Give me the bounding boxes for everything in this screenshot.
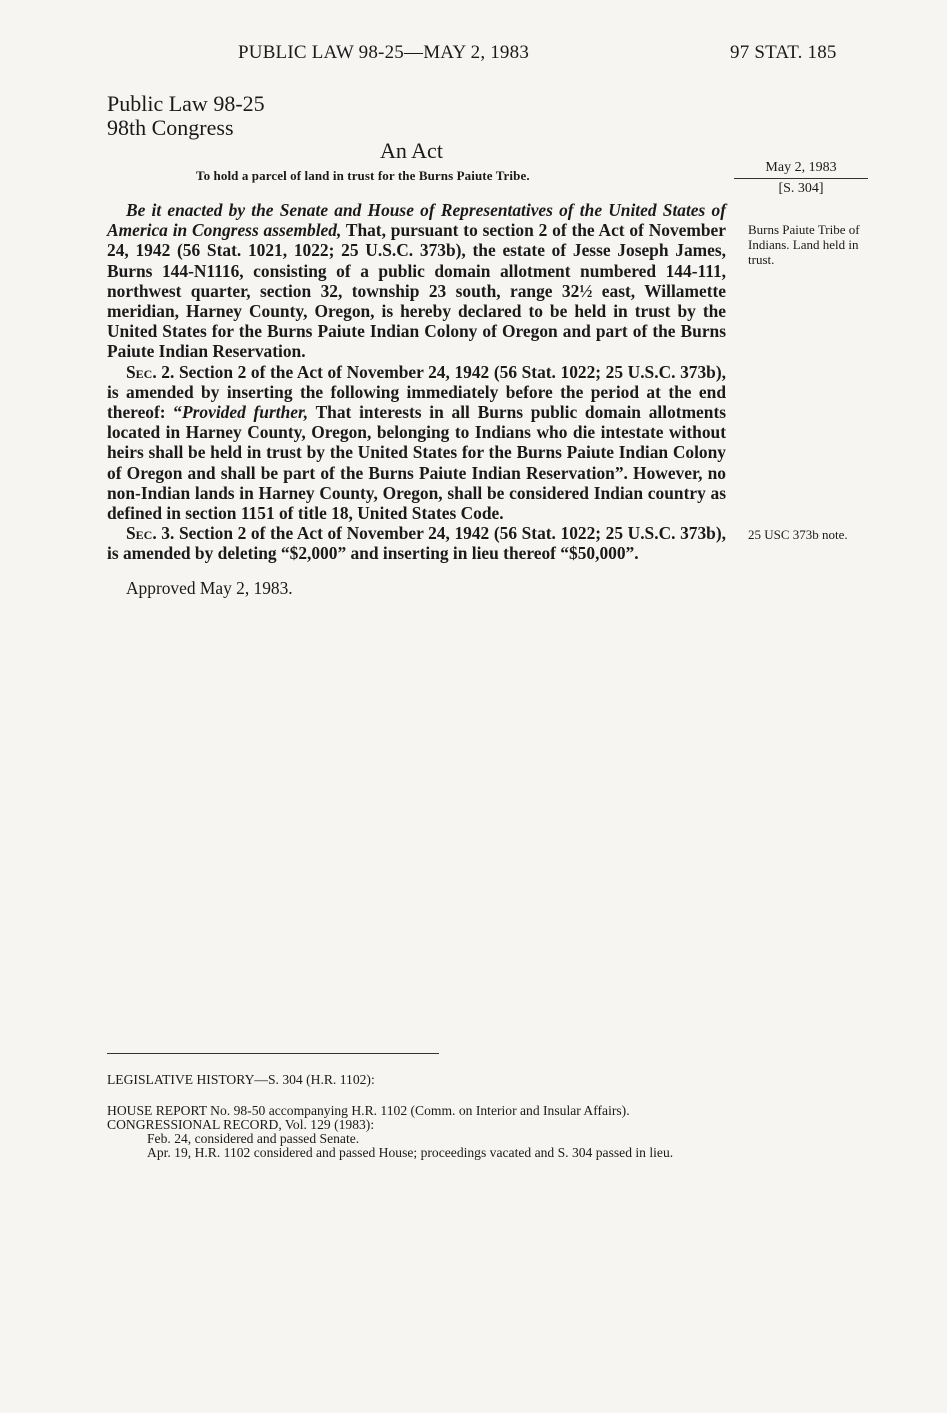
approval-line: Approved May 2, 1983. (126, 577, 293, 598)
history-entry: Apr. 19, H.R. 1102 considered and passed House; proceedings vacated and S. 304 passed in lieu. (147, 1145, 674, 1160)
margin-note-land: Burns Paiute Tribe of Indians. Land held in trust. (748, 222, 860, 267)
act-title: An Act (380, 138, 443, 163)
enacting-clause: Be it enacted by the Senate and House of Representatives of the United States of America in Congress assembled, (107, 200, 726, 241)
section-2-label: Sec. 2. (126, 361, 175, 382)
legislative-history (107, 1073, 737, 1160)
section-3-label: Sec. 3. (126, 523, 175, 544)
section-2-text-a: Section 2 of the Act of November 24, 1942 (56 Stat. 1022; 25 U.S.C. 373b), is amended by inserting the following immediately before the period at the end thereof: “ (107, 361, 726, 423)
bill-number: [S. 304] (778, 181, 824, 196)
act-purpose: To hold a parcel of land in trust for the Burns Paiute Tribe. (196, 168, 530, 183)
section-1-text: That, pursuant to section 2 of the Act of November 24, 1942 (56 Stat. 1021, 1022; 25 U.S.C. 373b), the estate of Jesse Joseph James, Burns 144-N1116, consisting of a public domain allotment numbered 144-111, northwest quarter, section 32, township 23 south, range 32½ east, Willamette meridian, Harney County, Oregon, is hereby declared to be held in trust by the United States for the Burns Paiute Indian Colony of Oregon and part of the Burns Paiute Indian Reservation. (107, 220, 726, 362)
house-report: HOUSE REPORT No. 98-50 accompanying H.R. 1102 (Comm. on Interior and Insular Affairs). (107, 1103, 630, 1118)
margin-date-block (734, 158, 868, 198)
margin-note-usc: 25 USC 373b note. (748, 527, 848, 542)
footnote-rule (107, 1053, 439, 1054)
section-3-text: Section 2 of the Act of November 24, 1942 (56 Stat. 1022; 25 U.S.C. 373b), is amended by deleting “$2,000” and inserting in lieu thereof “$50,000”. (107, 523, 726, 564)
public-law-number: Public Law 98-25 (107, 91, 265, 116)
section-3 (107, 523, 726, 563)
section-2-text-b: That interests in all Burns public domain allotments located in Harney County, Oregon, belonging to Indians who die intestate without heirs shall be held in trust by the United States for the Burns Paiute Indian Colony of Oregon and shall be part of the Burns Paiute Indian Reservation”. However, no non-Indian lands in Harney County, Oregon, shall be considered Indian country as defined in section 1151 of title 18, United States Code. (107, 402, 727, 524)
law-designation (107, 92, 265, 140)
stat-page-number: 97 STAT. 185 (730, 42, 837, 63)
history-title: LEGISLATIVE HISTORY—S. 304 (H.R. 1102): (107, 1072, 375, 1087)
section-2-proviso: Provided further, (182, 402, 309, 423)
congress-number: 98th Congress (107, 115, 234, 140)
section-2 (107, 362, 726, 524)
running-head: PUBLIC LAW 98-25—MAY 2, 1983 (238, 42, 530, 63)
section-1 (107, 200, 726, 362)
history-entry: Feb. 24, considered and passed Senate. (147, 1131, 360, 1146)
act-body (107, 200, 726, 598)
approval-date: May 2, 1983 (734, 158, 868, 179)
congressional-record: CONGRESSIONAL RECORD, Vol. 129 (1983): (107, 1117, 375, 1132)
